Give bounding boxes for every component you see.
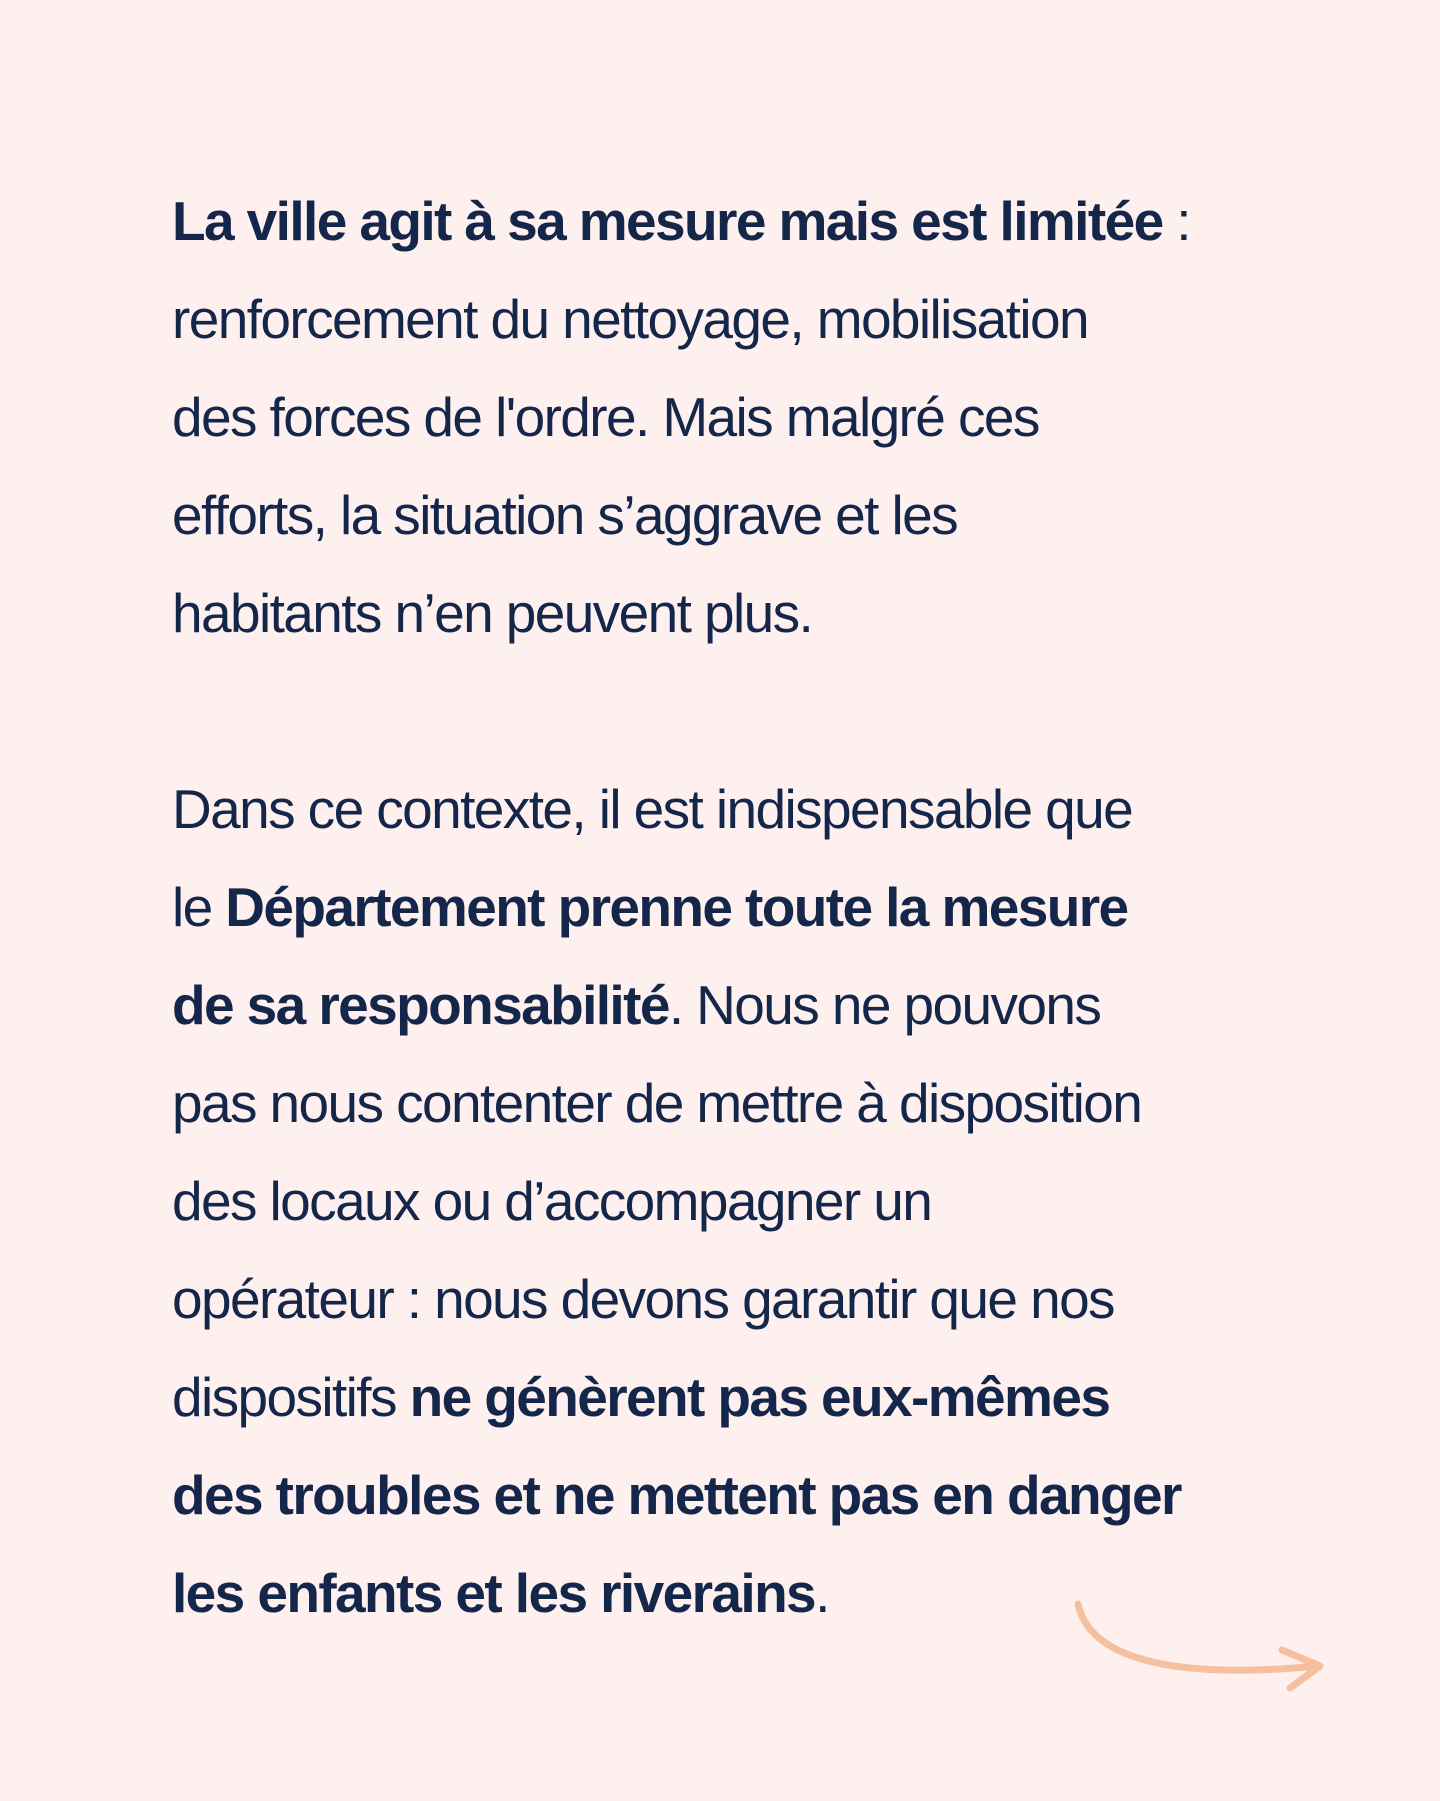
paragraph-spacer [172, 662, 1332, 760]
arrow-shaft [1078, 1604, 1318, 1670]
bold-phrase: La ville agit à sa mesure mais est limitée [172, 190, 1163, 252]
paragraph-1-line-4: efforts, la situation s’aggrave et les [172, 484, 958, 546]
bold-phrase: les enfants et les riverains [172, 1562, 816, 1624]
text-segment: . [815, 1562, 829, 1624]
bold-phrase: ne génèrent pas eux-mêmes [409, 1366, 1110, 1428]
paragraph-2-line-4: pas nous contenter de mettre à disposition [172, 1072, 1142, 1134]
arrow-right-icon[interactable] [1070, 1598, 1330, 1698]
paragraph-2 [172, 760, 1332, 1642]
paragraph-2-line-8: des troubles et ne mettent pas en danger [172, 1464, 1181, 1526]
document-body [172, 172, 1332, 1642]
bold-phrase: de sa responsabilité [172, 974, 669, 1036]
paragraph-2-line-5: des locaux ou d’accompagner un [172, 1170, 932, 1232]
text-segment: . Nous ne pouvons [668, 974, 1101, 1036]
paragraph-1-line-2: renforcement du nettoyage, mobilisation [172, 288, 1088, 350]
paragraph-2-line-7 [172, 1348, 1332, 1446]
text-segment: le [172, 876, 226, 938]
text-segment: dispositifs [172, 1366, 410, 1428]
paragraph-2-line-2 [172, 858, 1332, 956]
paragraph-1-line-1 [172, 172, 1332, 270]
bold-phrase: Département prenne toute la mesure [225, 876, 1128, 938]
paragraph-1-line-3: des forces de l'ordre. Mais malgré ces [172, 386, 1039, 448]
paragraph-1-line-5: habitants n’en peuvent plus. [172, 582, 813, 644]
paragraph-2-line-6: opérateur : nous devons garantir que nos [172, 1268, 1114, 1330]
paragraph-1 [172, 172, 1332, 662]
paragraph-2-line-1: Dans ce contexte, il est indispensable que [172, 778, 1133, 840]
paragraph-2-line-3 [172, 956, 1332, 1054]
text-segment: : [1162, 190, 1190, 252]
